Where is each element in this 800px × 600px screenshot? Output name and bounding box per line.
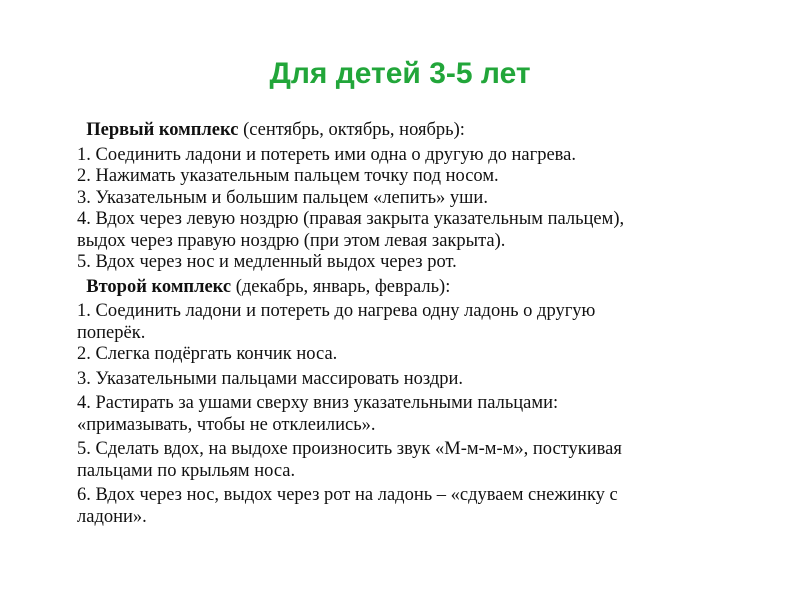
complex-1-heading: Первый комплекс xyxy=(86,120,239,140)
complex-2-item-6-line-1: 6. Вдох через нос, выдох через рот на ладонь – «сдуваем снежинку с xyxy=(77,485,618,505)
complex-2-item-6 xyxy=(77,485,757,528)
complex-1-months: (сентябрь, октябрь, ноябрь): xyxy=(238,120,465,140)
complex-2-item-5 xyxy=(77,439,757,482)
complex-1-item-3: 3. Указательным и большим пальцем «лепить» уши. xyxy=(77,187,488,208)
complex-2-item-3 xyxy=(77,369,757,391)
complex-2-item-5-line-2: пальцами по крыльям носа. xyxy=(77,460,296,481)
complex-2-item-4 xyxy=(77,393,757,436)
complex-2-item-6-line-2: ладони». xyxy=(77,506,147,527)
slide-content xyxy=(77,120,757,531)
complex-2-item-4-line-2: «примазывать, чтобы не отклеились». xyxy=(77,414,376,435)
complex-1-item-5: 5. Вдох через нос и медленный выдох через рот. xyxy=(77,252,457,272)
complex-2-item-1-line-2: поперёк. xyxy=(77,322,146,343)
complex-1-item-2: 2. Нажимать указательным пальцем точку под носом. xyxy=(77,166,499,186)
complex-2-heading: Второй комплекс xyxy=(86,276,232,297)
complex-2-months: (декабрь, январь, февраль): xyxy=(231,276,451,297)
complex-2-item-4-line-1: 4. Растирать за ушами сверху вниз указательными пальцами: xyxy=(77,393,559,413)
complex-1-item-4-line-1: 4. Вдох через левую ноздрю (правая закрыта указательным пальцем), xyxy=(77,209,625,229)
complex-2-heading-line xyxy=(77,277,757,299)
complex-2-item-1 xyxy=(77,301,757,366)
complex-2-item-2: 2. Слегка подёргать кончик носа. xyxy=(77,344,338,364)
complex-2-item-3-line: 3. Указательными пальцами массировать ноздри. xyxy=(77,368,464,389)
complex-1-heading-line xyxy=(77,120,757,142)
complex-1-item-4-line-2: выдох через правую ноздрю (при этом левая закрыта). xyxy=(77,230,506,251)
slide-title: Для детей 3-5 лет xyxy=(269,57,531,90)
complex-1-item-1: 1. Соединить ладони и потереть ими одна о другую до нагрева. xyxy=(77,144,577,165)
complex-2-item-1-line-1: 1. Соединить ладони и потереть до нагрева одну ладонь о другую xyxy=(77,301,596,321)
complex-2-item-5-line-1: 5. Сделать вдох, на выдохе произносить звук «М-м-м-м», постукивая xyxy=(77,439,622,459)
complex-1-list xyxy=(77,145,757,274)
